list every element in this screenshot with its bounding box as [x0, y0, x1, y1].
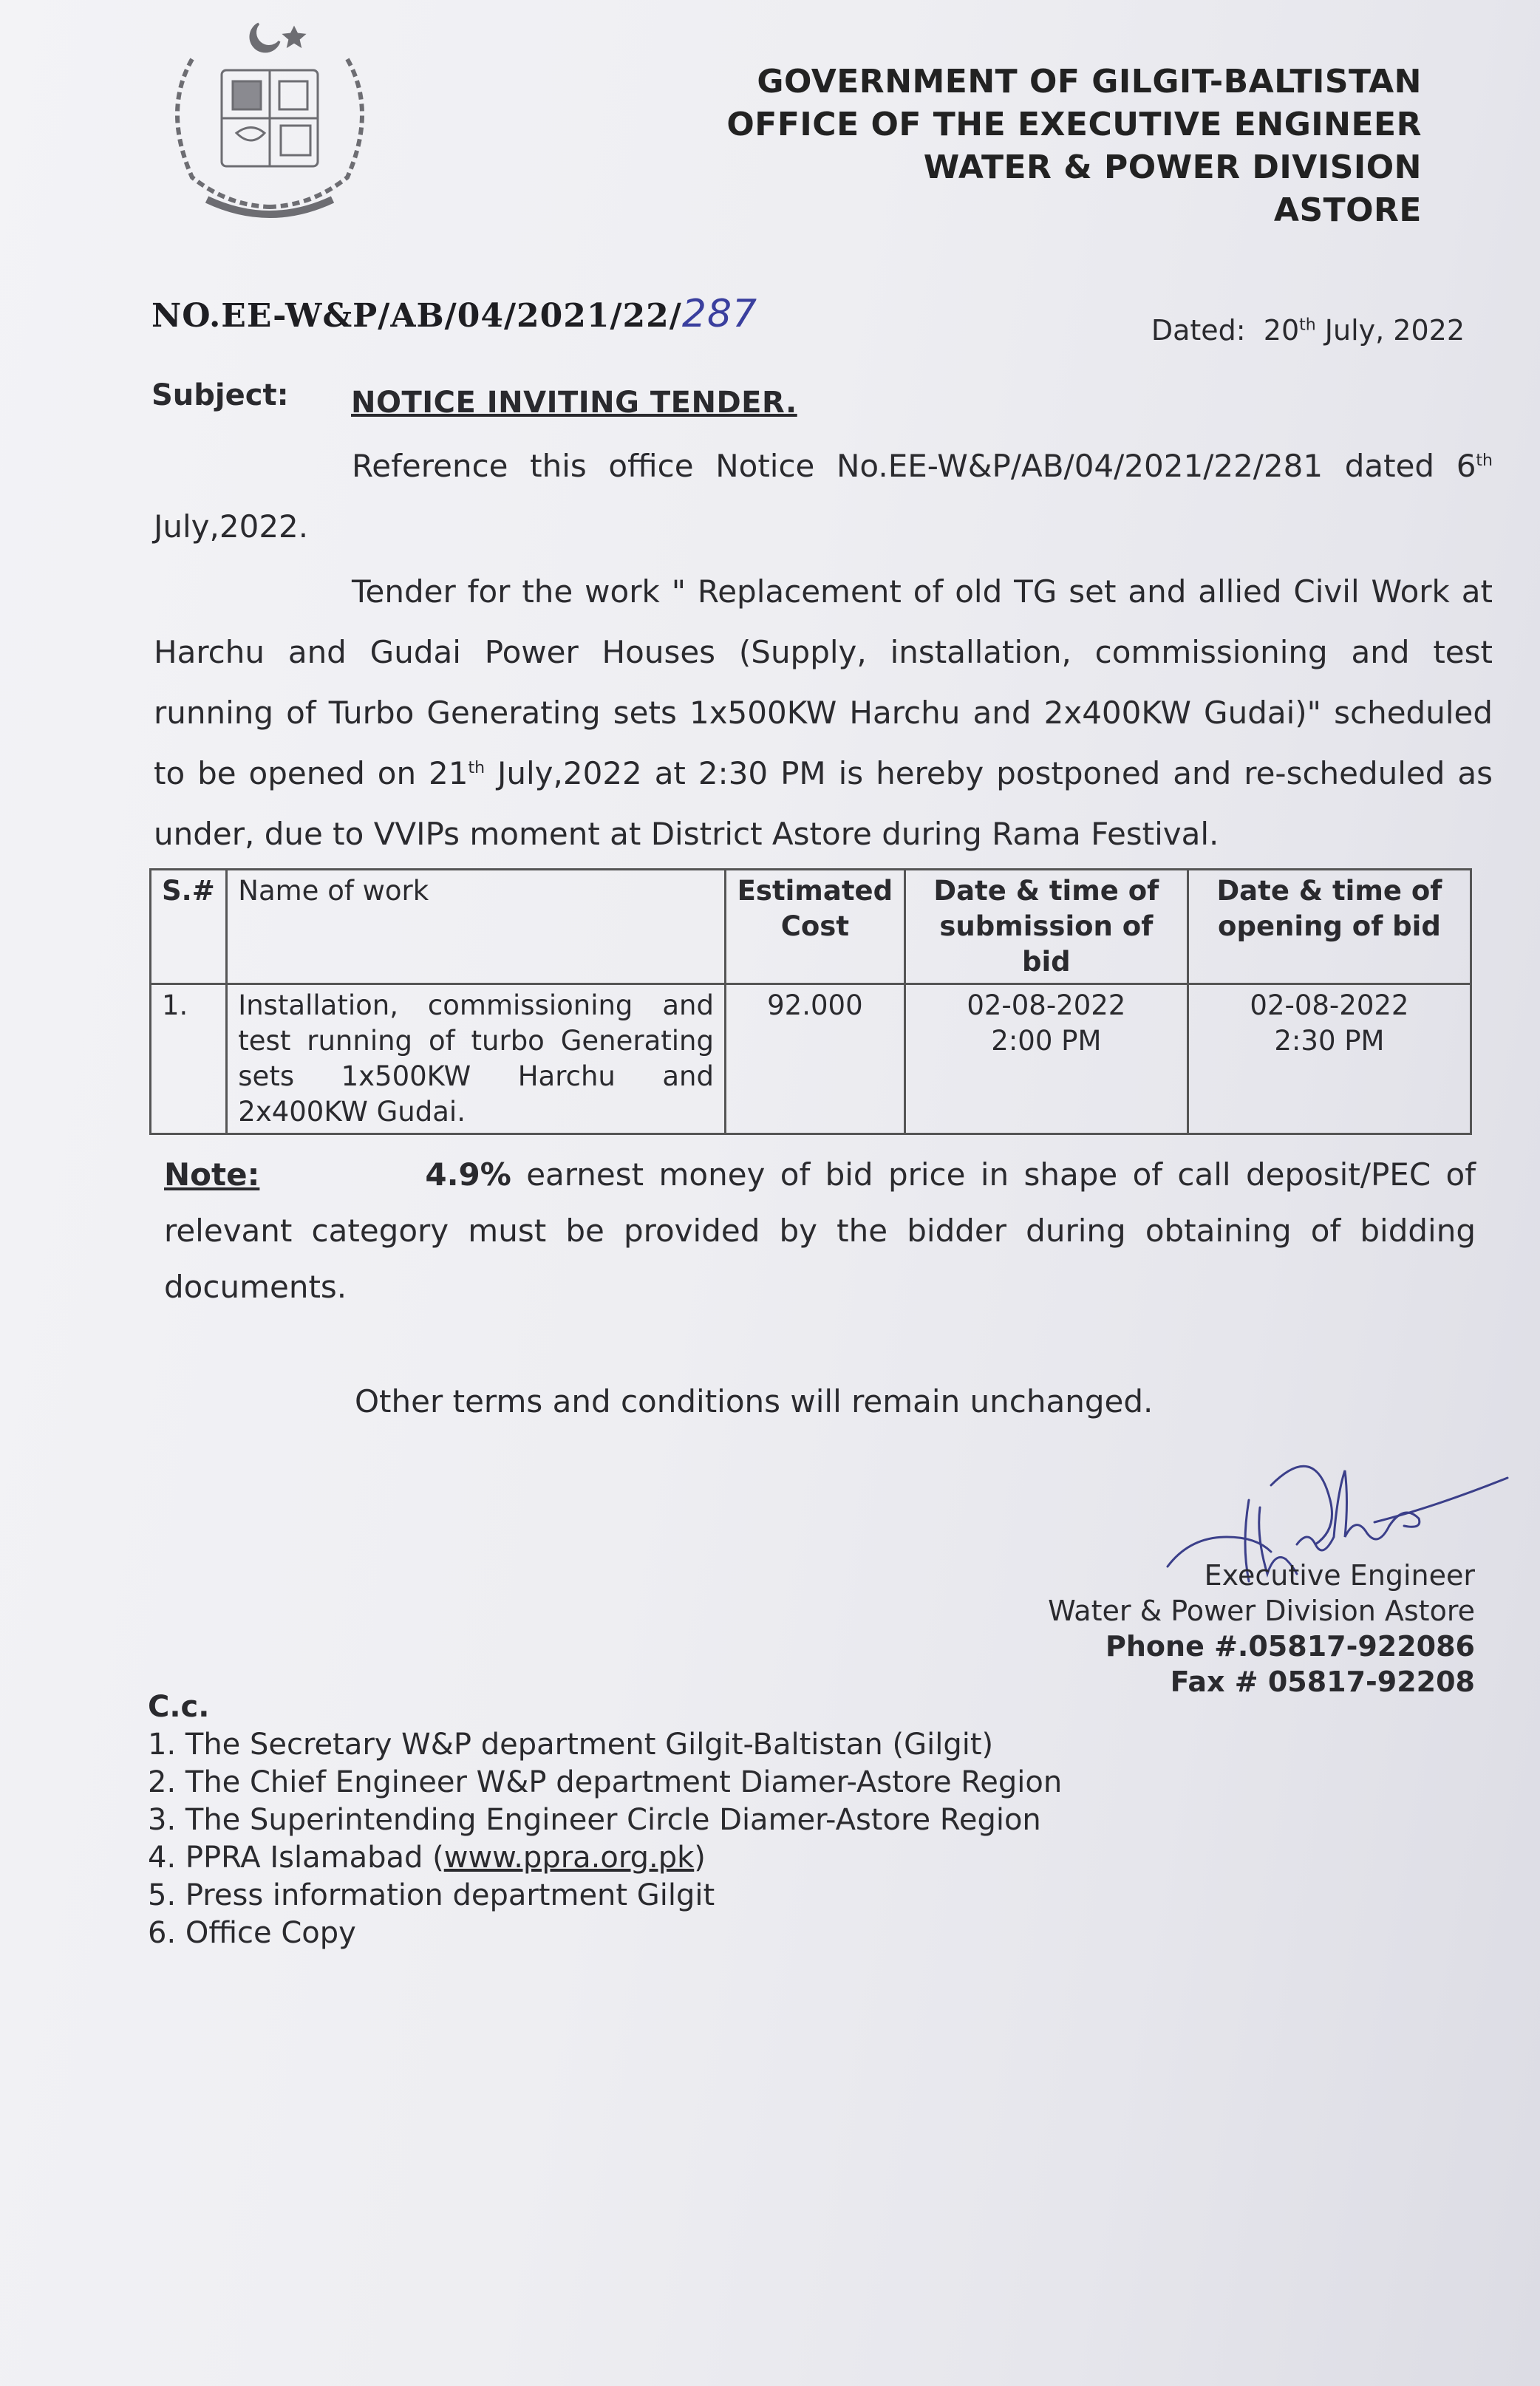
- subject-label: Subject:: [151, 378, 289, 412]
- opening-time: 2:30 PM: [1274, 1025, 1385, 1057]
- column-header-opening: Date & time of opening of bid: [1188, 870, 1471, 984]
- dated-day-suffix: th: [1299, 316, 1316, 335]
- cc-item: 1. The Secretary W&P department Gilgit-Baltistan (Gilgit): [148, 1728, 994, 1762]
- cc-item: 5. Press information department Gilgit: [148, 1878, 715, 1912]
- cc-item-text: 4. PPRA Islamabad (: [148, 1841, 444, 1875]
- date-line: [1151, 314, 1465, 347]
- table-header-row: [151, 870, 1471, 984]
- note-label: Note:: [164, 1156, 260, 1193]
- reference-number: [151, 292, 757, 336]
- subject-text: NOTICE INVITING TENDER.: [351, 386, 797, 420]
- cc-item: 6. Office Copy: [148, 1916, 356, 1950]
- tender-schedule-table: [149, 868, 1472, 1135]
- tender-paragraph: [154, 562, 1493, 865]
- reference-paragraph-text: Reference this office Notice No.EE-W&P/AB/04/2021/22/281 dated 6: [352, 448, 1476, 484]
- cc-item: 3. The Superintending Engineer Circle Diamer-Astore Region: [148, 1803, 1041, 1837]
- tender-paragraph-sup: th: [468, 759, 485, 777]
- cc-item: [148, 1839, 1062, 1877]
- cell-cost: 92.000: [725, 984, 904, 1134]
- column-header-sn: S.#: [151, 870, 227, 984]
- dated-label: Dated:: [1151, 314, 1246, 347]
- cc-item-close: ): [694, 1841, 706, 1875]
- table-row: [151, 984, 1471, 1134]
- signatory-division: Water & Power Division Astore: [1048, 1595, 1475, 1627]
- reference-paragraph: [154, 436, 1493, 557]
- dated-rest: July, 2022: [1315, 314, 1465, 347]
- letterhead: [726, 61, 1422, 232]
- tender-paragraph-text: Tender for the work " Replacement of old TG set and allied Civil Work at Harchu and Gudai Power Houses (Supply, installation, commissioning and test running of Turbo Generating sets 1x500KW Harchu and 2x400KW Gudai)" scheduled to be opened on 21: [154, 573, 1493, 791]
- cell-name: Installation, commissioning and test running of turbo Generating sets 1x500KW Harchu and 2x400KW Gudai.: [227, 984, 726, 1134]
- cc-item: 2. The Chief Engineer W&P department Diamer-Astore Region: [148, 1765, 1063, 1799]
- reference-paragraph-date: July,2022.: [154, 508, 309, 545]
- opening-date: 02-08-2022: [1250, 989, 1409, 1021]
- letterhead-division: WATER & POWER DIVISION: [923, 149, 1422, 186]
- column-header-submission: Date & time of submission of bid: [904, 870, 1188, 984]
- cell-opening: [1188, 984, 1471, 1134]
- government-emblem-icon: [148, 15, 392, 236]
- signatory-phone: Phone #.05817-922086: [1105, 1630, 1475, 1663]
- note-paragraph: [164, 1147, 1476, 1315]
- reference-paragraph-sup: th: [1476, 451, 1493, 470]
- letterhead-location: ASTORE: [1273, 191, 1422, 229]
- letterhead-office: OFFICE OF THE EXECUTIVE ENGINEER: [726, 106, 1422, 143]
- signatory-title: Executive Engineer: [1204, 1559, 1475, 1592]
- cell-sn: 1.: [151, 984, 227, 1134]
- signatory-fax: Fax # 05817-92208: [1170, 1666, 1475, 1698]
- cc-list: [148, 1688, 1062, 1952]
- reference-number-handwritten: 287: [681, 292, 758, 336]
- note-text: earnest money of bid price in shape of call deposit/PEC of relevant category must be provided by the bidder during obtaining of bidding documents.: [164, 1156, 1476, 1305]
- note-percent: 4.9%: [425, 1156, 511, 1193]
- letterhead-government: GOVERNMENT OF GILGIT-BALTISTAN: [757, 63, 1422, 100]
- submission-time: 2:00 PM: [991, 1025, 1102, 1057]
- dated-day: 20: [1263, 314, 1300, 347]
- column-header-name: Name of work: [227, 870, 726, 984]
- tender-paragraph-rest: July,2022 at 2:30 PM is hereby postponed and re-scheduled as under, due to VVIPs moment at District Astore during Rama Festival.: [154, 755, 1493, 852]
- other-terms: Other terms and conditions will remain unchanged.: [355, 1383, 1154, 1419]
- ppra-link[interactable]: www.ppra.org.pk: [443, 1841, 695, 1875]
- signature-block: [1048, 1558, 1475, 1700]
- column-header-cost: Estimated Cost: [725, 870, 904, 984]
- submission-date: 02-08-2022: [967, 989, 1126, 1021]
- cell-submission: [904, 984, 1188, 1134]
- reference-number-printed: NO.EE-W&P/AB/04/2021/22/: [151, 297, 682, 335]
- cc-title: C.c.: [148, 1690, 210, 1724]
